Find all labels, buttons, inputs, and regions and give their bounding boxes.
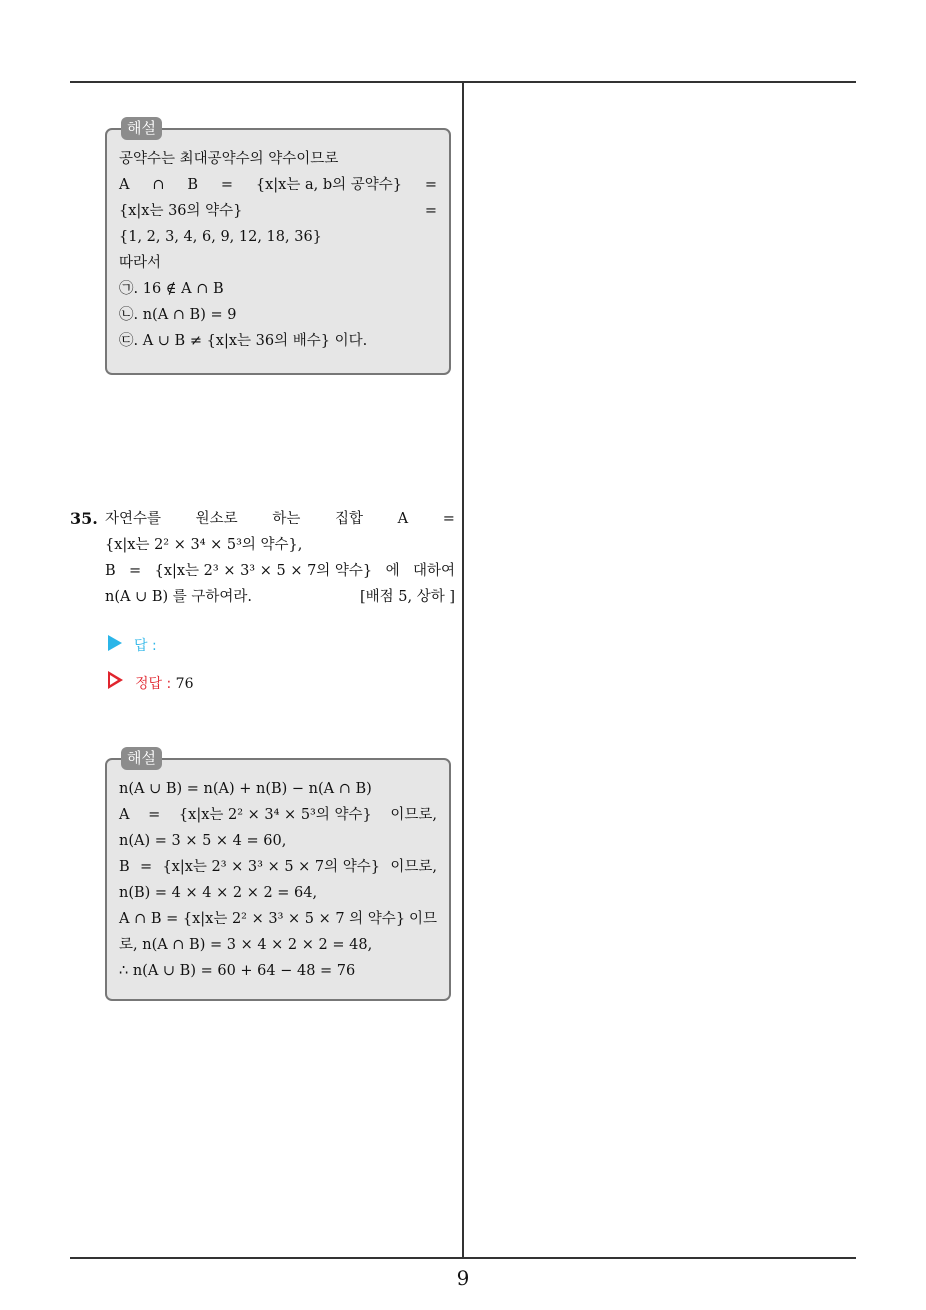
text-line <box>105 506 455 532</box>
text-line <box>105 558 455 584</box>
problem-35 <box>70 506 455 610</box>
text-fragment: B <box>187 177 199 193</box>
solution-2-content <box>119 776 437 984</box>
text-fragment: = <box>129 563 142 579</box>
text-line <box>119 932 437 958</box>
text-fragment: {x|x는 2³ × 3³ × 5 × 7의 약수} <box>154 563 373 579</box>
text-fragment: = <box>148 807 161 823</box>
text-line <box>119 224 437 250</box>
text-fragment: 대하여 <box>412 563 455 579</box>
correct-answer-row <box>108 671 194 693</box>
text-line <box>119 958 437 984</box>
correct-answer-label: 정답 : <box>135 676 172 692</box>
text-fragment: 이므로, <box>390 859 437 875</box>
text-line <box>119 172 437 198</box>
text-line <box>119 906 437 932</box>
text-fragment: 하는 <box>272 511 301 527</box>
play-triangle-icon <box>108 635 122 651</box>
text-fragment: 공약수는 최대공약수의 약수이므로 <box>119 151 339 167</box>
text-fragment: {1, 2, 3, 4, 6, 9, 12, 18, 36} <box>119 229 322 245</box>
text-fragment: ∴ n(A ∪ B) = 60 + 64 − 48 = 76 <box>119 963 356 979</box>
text-fragment: [배점 5, 상하 ] <box>359 589 455 605</box>
text-line <box>119 854 437 880</box>
text-fragment: ∩ <box>152 177 165 193</box>
text-fragment: = <box>139 859 153 875</box>
page-number: 9 <box>456 1266 470 1290</box>
answer-label: 답 : <box>134 638 157 654</box>
text-fragment: = <box>424 177 437 193</box>
text-fragment: 로, n(A ∩ B) = 3 × 4 × 2 × 2 = 48, <box>119 937 373 953</box>
text-fragment: 따라서 <box>119 255 162 271</box>
problem-number: 35. <box>70 509 98 528</box>
text-line <box>119 302 437 328</box>
text-fragment: B <box>105 563 116 579</box>
text-line <box>119 198 437 224</box>
text-line <box>119 250 437 276</box>
text-fragment: {x|x는 2² × 3⁴ × 5³의 약수}, <box>105 537 303 553</box>
text-fragment: 집합 <box>335 511 364 527</box>
text-fragment: {x|x는 36의 약수} <box>119 203 243 219</box>
answer-row <box>108 635 157 655</box>
bottom-rule <box>70 1257 856 1259</box>
text-fragment: ㉢. A ∪ B ≠ {x|x는 36의 배수} 이다. <box>119 333 368 349</box>
text-line <box>119 802 437 828</box>
text-fragment: n(A ∪ B) = n(A) + n(B) − n(A ∩ B) <box>119 781 372 797</box>
text-line <box>119 276 437 302</box>
text-fragment: ㉠. 16 ∉ A ∩ B <box>119 281 224 297</box>
text-fragment: n(A ∪ B) 를 구하여라. <box>105 589 253 605</box>
text-fragment: ㉡. n(A ∩ B) = 9 <box>119 307 237 323</box>
outline-triangle-icon <box>108 671 123 689</box>
text-line <box>119 776 437 802</box>
correct-answer-value: 76 <box>175 676 194 692</box>
text-fragment: {x|x는 2² × 3⁴ × 5³의 약수} <box>178 807 372 823</box>
solution-tag: 해설 <box>121 747 162 770</box>
text-fragment: A <box>119 807 130 823</box>
text-fragment: 원소로 <box>195 511 238 527</box>
text-fragment: A ∩ B = {x|x는 2² × 3³ × 5 × 7 의 약수} <box>119 911 406 927</box>
text-fragment: {x|x는 2³ × 3³ × 5 × 7의 약수} <box>162 859 381 875</box>
text-fragment: A <box>397 511 409 527</box>
solution-box-2 <box>105 749 451 1001</box>
text-fragment: {x|x는 a, b의 공약수} <box>255 177 402 193</box>
text-fragment: 자연수를 <box>105 511 162 527</box>
text-fragment: 이므 <box>408 911 437 927</box>
text-line <box>119 328 437 354</box>
column-divider <box>462 83 464 1257</box>
text-line <box>119 880 437 906</box>
text-fragment: = <box>442 511 455 527</box>
solution-box-1 <box>105 119 451 375</box>
text-fragment: 이므로, <box>390 807 437 823</box>
text-line <box>119 146 437 172</box>
text-fragment: n(B) = 4 × 4 × 2 × 2 = 64, <box>119 885 318 901</box>
problem-35-text <box>105 506 455 610</box>
text-fragment: = <box>220 177 234 193</box>
text-line <box>105 532 455 558</box>
text-fragment: 에 <box>385 563 400 579</box>
text-line <box>105 584 455 610</box>
solution-tag: 해설 <box>121 117 162 140</box>
text-fragment: A <box>119 177 130 193</box>
text-fragment: B <box>119 859 130 875</box>
text-line <box>119 828 437 854</box>
text-fragment: n(A) = 3 × 5 × 4 = 60, <box>119 833 287 849</box>
text-fragment: = <box>424 203 437 219</box>
solution-1-content <box>119 146 437 354</box>
